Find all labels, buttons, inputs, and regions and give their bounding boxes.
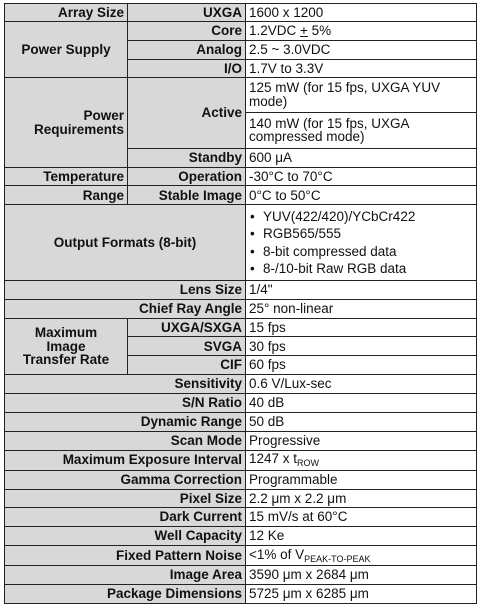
- active-value-compressed: 140 mW (for 15 fps, UXGA compressed mode): [246, 113, 477, 149]
- max-transfer-rate-label: [5, 318, 128, 375]
- spec-sheet: [4, 3, 476, 604]
- max-exposure-interval-text: 1247 x t: [249, 451, 298, 467]
- range-label: Range: [5, 186, 128, 205]
- max-exposure-interval-label: Maximum Exposure Interval: [5, 450, 246, 470]
- table-row: [5, 318, 477, 337]
- package-dimensions-label: Package Dimensions: [5, 584, 246, 603]
- sensitivity-value: 0.6 V/Lux-sec: [246, 375, 477, 394]
- chief-ray-angle-label: Chief Ray Angle: [5, 299, 246, 318]
- table-row: [5, 299, 477, 318]
- core-value: [246, 21, 477, 40]
- table-row: [5, 21, 477, 40]
- sn-ratio-value: 40 dB: [246, 394, 477, 413]
- max-transfer-rate-label-line1: Maximum: [34, 324, 98, 340]
- lens-size-label: Lens Size: [5, 280, 246, 299]
- uxga-sxga-value: 15 fps: [246, 318, 477, 337]
- operation-value: -30°C to 70°C: [246, 167, 477, 186]
- list-item: • YUV(422/420)/YCbCr422: [249, 208, 473, 226]
- table-row: [5, 546, 477, 566]
- list-item: • 8-bit compressed data: [249, 243, 473, 261]
- max-transfer-rate-label-line3: Transfer Rate: [22, 352, 110, 368]
- table-row: [5, 375, 477, 394]
- table-row: [5, 394, 477, 413]
- well-capacity-value: 12 Ke: [246, 527, 477, 546]
- table-row: [5, 527, 477, 546]
- gamma-correction-label: Gamma Correction: [5, 470, 246, 489]
- analog-value: 2.5 ~ 3.0VDC: [246, 40, 477, 59]
- fixed-pattern-noise-label: Fixed Pattern Noise: [5, 546, 246, 566]
- plus-minus-sign: +: [300, 22, 308, 38]
- list-item: • RGB565/555: [249, 225, 473, 243]
- core-value-suffix: 5%: [307, 22, 332, 38]
- stable-image-label: Stable Image: [128, 186, 246, 205]
- svga-label: SVGA: [128, 337, 246, 356]
- table-row: [5, 4, 477, 22]
- dark-current-label: Dark Current: [5, 508, 246, 527]
- io-label: I/O: [128, 59, 246, 78]
- list-item: • 8-/10-bit Raw RGB data: [249, 260, 473, 278]
- standby-value: 600 μA: [246, 148, 477, 167]
- chief-ray-angle-value: 25° non-linear: [246, 299, 477, 318]
- power-supply-label: Power Supply: [5, 21, 128, 78]
- table-row: [5, 205, 477, 281]
- pixel-size-label: Pixel Size: [5, 489, 246, 508]
- table-row: [5, 167, 477, 186]
- table-row: [5, 470, 477, 489]
- max-exposure-interval-value: [246, 450, 477, 470]
- table-row: [5, 412, 477, 431]
- max-transfer-rate-label-line2: Image: [46, 338, 86, 354]
- active-label: Active: [128, 78, 246, 148]
- active-value-yuv: 125 mW (for 15 fps, UXGA YUV mode): [246, 78, 477, 113]
- power-requirements-label: Power Requirements: [5, 78, 128, 167]
- dynamic-range-value: 50 dB: [246, 412, 477, 431]
- svga-value: 30 fps: [246, 337, 477, 356]
- temperature-label: Temperature: [5, 167, 128, 186]
- table-row: [5, 508, 477, 527]
- core-value-prefix: 1.2VDC: [249, 22, 301, 38]
- table-row: [5, 584, 477, 603]
- table-row: [5, 78, 477, 113]
- operation-label: Operation: [128, 167, 246, 186]
- array-size-sub-label: UXGA: [128, 4, 246, 22]
- fixed-pattern-noise-subscript: PEAK-TO-PEAK: [304, 553, 371, 564]
- image-area-label: Image Area: [5, 566, 246, 585]
- dark-current-value: 15 mV/s at 60°C: [246, 508, 477, 527]
- dynamic-range-label: Dynamic Range: [5, 412, 246, 431]
- fixed-pattern-noise-text: <1% of V: [249, 546, 305, 562]
- fixed-pattern-noise-value: [246, 546, 477, 566]
- output-formats-label: Output Formats (8-bit): [5, 205, 246, 281]
- package-dimensions-value: 5725 μm x 6285 μm: [246, 584, 477, 603]
- io-value: 1.7V to 3.3V: [246, 59, 477, 78]
- standby-label: Standby: [128, 148, 246, 167]
- lens-size-value: 1/4": [246, 280, 477, 299]
- array-size-value: 1600 x 1200: [246, 4, 477, 22]
- table-row: [5, 450, 477, 470]
- stable-image-value: 0°C to 50°C: [246, 186, 477, 205]
- table-row: [5, 566, 477, 585]
- spec-table: [4, 3, 477, 604]
- output-formats-list: [249, 208, 473, 278]
- analog-label: Analog: [128, 40, 246, 59]
- sn-ratio-label: S/N Ratio: [5, 394, 246, 413]
- table-row: [5, 431, 477, 450]
- table-row: [5, 186, 477, 205]
- cif-value: 60 fps: [246, 356, 477, 375]
- scan-mode-value: Progressive: [246, 431, 477, 450]
- core-label: Core: [128, 21, 246, 40]
- output-formats-list-cell: [246, 205, 477, 281]
- max-exposure-interval-subscript: ROW: [297, 458, 320, 469]
- sensitivity-label: Sensitivity: [5, 375, 246, 394]
- well-capacity-label: Well Capacity: [5, 527, 246, 546]
- table-row: [5, 489, 477, 508]
- gamma-correction-value: Programmable: [246, 470, 477, 489]
- cif-label: CIF: [128, 356, 246, 375]
- scan-mode-label: Scan Mode: [5, 431, 246, 450]
- image-area-value: 3590 μm x 2684 μm: [246, 566, 477, 585]
- array-size-label: Array Size: [5, 4, 128, 22]
- pixel-size-value: 2.2 μm x 2.2 μm: [246, 489, 477, 508]
- table-row: [5, 280, 477, 299]
- uxga-sxga-label: UXGA/SXGA: [128, 318, 246, 337]
